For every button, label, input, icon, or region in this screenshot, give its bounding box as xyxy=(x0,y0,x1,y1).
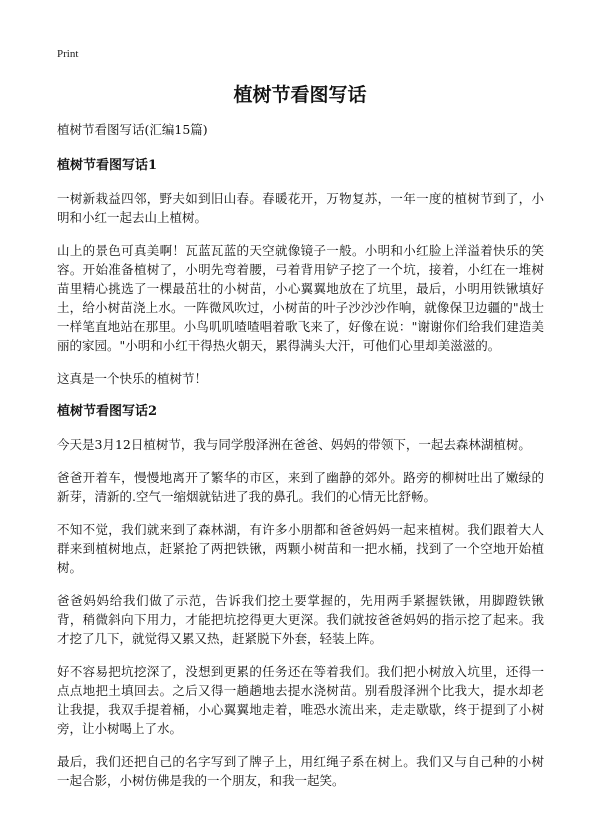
paragraph: 爸爸开着车，慢慢地离开了繁华的市区，来到了幽静的郊外。路旁的柳树吐出了嫩绿的新芽，清新的.空气一缩烟就钻进了我的鼻孔。我们的心情无比舒畅。 xyxy=(57,470,544,504)
section-heading: 植树节看图写话1 xyxy=(57,158,158,173)
paragraph: 最后，我们还把自己的名字写到了牌子上，用红绳子系在树上。我们又与自己种的小树一起合影，小树仿佛是我的一个朋友，和我一起笑。 xyxy=(57,754,544,788)
section-1 xyxy=(57,157,544,388)
article-body xyxy=(57,121,544,804)
paragraph: 这真是一个快乐的植树节！ xyxy=(57,371,208,386)
paragraph: 好不容易把坑挖深了，没想到更累的任务还在等着我们。我们把小树放入坑里，还得一点点地把土填回去。之后又得一趟趟地去提水浇树苗。别看殷泽洲个比我大，提水却老让我提，我双手提着桶，小心翼翼地走着，唯恐水流出来，走走歇歇，终于提到了小树旁，让小树喝上了水。 xyxy=(57,664,544,736)
print-link[interactable]: Print xyxy=(57,48,79,60)
page-title: 植树节看图写话 xyxy=(233,84,367,106)
paragraph: 不知不觉，我们就来到了森林湖，有许多小朋都和爸爸妈妈一起来植树。我们跟着大人群来到植树地点，赶紧抢了两把铁锹，两颗小树苗和一把水桶，找到了一个空地开始植树。 xyxy=(57,522,544,575)
article-subtitle: 植树节看图写话(汇编15篇) xyxy=(57,122,208,137)
paragraph: 今天是3月12日植树节，我与同学殷泽洲在爸爸、妈妈的带领下，一起去森林湖植树。 xyxy=(57,437,531,452)
section-2 xyxy=(57,403,544,790)
section-heading: 植树节看图写话2 xyxy=(57,404,158,419)
paragraph: 山上的景色可真美啊！瓦蓝瓦蓝的天空就像镜子一般。小明和小红脸上洋溢着快乐的笑容。开始准备植树了，小明先弯着腰，弓着背用铲子挖了一个坑，接着，小红在一堆树苗里精心挑选了一棵最茁壮的小树苗，小心翼翼地放在了坑里，最后，小明用铁锹填好土，给小树苗浇上水。一阵微风吹过，小树苗的叶子沙沙沙作响，就像保卫边疆的"战士一样笔直地站在那里。小鸟叽叽喳喳唱着歌飞来了，好像在说："谢谢你们给我们建造美丽的家园。"小明和小红干得热火朝天，累得满头大汗，可他们心里却美滋滋的。 xyxy=(57,243,544,353)
paragraph: 一树新栽益四邻，野夫如到旧山春。春暖花开，万物复苏，一年一度的植树节到了，小明和小红一起去山上植树。 xyxy=(57,191,544,225)
paragraph: 爸爸妈妈给我们做了示范，告诉我们挖土要掌握的，先用两手紧握铁锹，用脚蹬铁锹背，稍微斜向下用力，才能把坑挖得更大更深。我们就按爸爸妈妈的指示挖了起来。我才挖了几下，就觉得又累又热，赶紧脱下外套，轻装上阵。 xyxy=(57,593,544,646)
